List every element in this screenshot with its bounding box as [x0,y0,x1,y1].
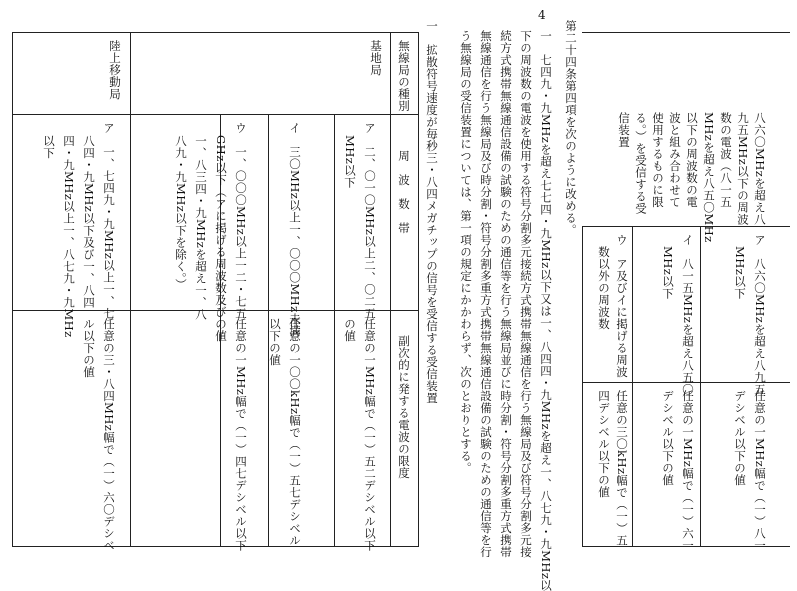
side-top-line-5: 以下の周波数の電 [685,112,699,208]
mobile-a-band-3: 四・九MHz以上一、八七九・九MHz [62,135,76,338]
side-u-limit-2: 四デシベル以下の値 [597,390,611,498]
base-u-band-4: 八九・九MHz以下を除く。） [174,135,188,291]
mobile-a-band-4: 以下 [42,135,56,159]
page-number: 4 [538,8,546,22]
label-base-station: 基地局 [369,40,383,76]
base-i-limit-1: 任意の一〇〇kHz幅で（一）五七デシベル [288,318,302,547]
side-top-line-8: る。）を受信する受 [634,112,648,215]
side-a-band-1: ア 八六〇MHzを超え八九五 [753,234,767,396]
item-1-line-5: う無線局の受信装置については、第一項の規定にかかわらず、次のとおりとする。 [459,30,473,474]
header-emission-limit: 副次的に発する電波の限度 [397,335,411,479]
side-a-limit-1: 任意の一MHz幅で（一）八一 [753,390,767,552]
base-u-limit-1: 任意の一MHz幅で（一）四七デシベル以下 [234,318,248,552]
side-u-band-1: ウ ア及びイに掲げる周波 [615,234,629,378]
side-a-limit-2: デシベル以下の値 [733,390,747,486]
mobile-a-band-1: ア 一、七四九・九MHz以上一、七 [102,122,116,320]
base-a-limit-2: の値 [343,318,357,342]
side-top-line-3: 数の電波（八一五 [719,112,733,208]
mobile-a-band-2: 八四・九MHz以下及び一、八四 [82,135,96,309]
side-u-band-2: 数以外の周波数 [597,246,611,330]
side-top-line-9: 信装置 [617,112,631,148]
base-a-band-1: ア 二、〇一〇MHz以上二、〇二五 [363,122,377,320]
item-1-line-4: 無線通信を行う無線局及び時分割・符号分割多重方式携帯無線通信設備の試験のための通信等を行 [479,30,493,558]
base-i-band-1: イ 三〇MHz以上一、〇〇〇MHz未満 [288,122,302,337]
side-u-limit-1: 任意の三〇kHz幅で（一）五 [615,390,629,547]
base-i-limit-2: 以下の値 [268,318,282,366]
base-a-band-2: MHz以下 [343,135,357,189]
item-1-line-1: 一 七四九・九MHzを超え七七四・九MHz以下又は一、八四四・九MHzを超え一、八七九・九MHz以 [539,30,553,591]
base-u-band-1: ウ 一、〇〇〇MHz以上一二・七五 [234,122,248,320]
label-land-mobile-station: 陸上移動局 [108,40,122,100]
side-top-line-4: MHzを超え八五〇MHz [702,112,716,243]
header-frequency-band: 周 波 数 帯 [397,150,411,234]
side-i-limit-1: 任意の一MHz幅で（一）六一 [681,390,695,552]
item-1-line-2: 下の周波数の電波を使用する符号分割多元接続方式携帯無線通信を行う無線局及び符号分割多元接 [519,30,533,558]
base-u-limit-2: の値 [214,318,228,342]
base-a-limit-1: 任意の一MHz幅で（一）五二デシベル以下 [363,318,377,552]
side-i-band-1: イ 八一五MHzを超え八五〇 [681,234,695,396]
amendment-heading: 第二十四条第四項を次のように改める。 [564,20,578,236]
side-i-band-2: MHz以下 [661,246,675,300]
side-i-limit-2: デシベル以下の値 [661,390,675,486]
item-1-line-3: 続方式携帯無線通信設備の試験のための通信等を行う無線局並びに時分割・符号分割多重方式携帯 [499,30,513,558]
base-u-band-2: GHz以下（アに掲げる周波数及び [214,135,228,318]
side-a-band-2: MHz以下 [733,246,747,300]
mobile-a-limit-2: ル以下の値 [82,318,96,378]
header-station-kind: 無線局の種別 [397,40,411,112]
side-top-line-6: 波と組み合わせて [668,112,682,208]
side-top-line-7: 使用するものに限 [651,112,665,208]
mobile-a-limit-1: 任意の三・八四MHz幅で（一）六〇デシベ [102,318,116,552]
side-top-line-1: 八六〇MHzを超え八 [753,112,767,226]
item-2-line: 一 拡散符号速度が毎秒三・八四メガチップの信号を受信する受信装置 [425,20,439,404]
base-u-band-3: 一、八三四・九MHzを超え一、八 [194,135,208,321]
side-top-line-2: 九五MHz以下の周波 [736,112,750,226]
